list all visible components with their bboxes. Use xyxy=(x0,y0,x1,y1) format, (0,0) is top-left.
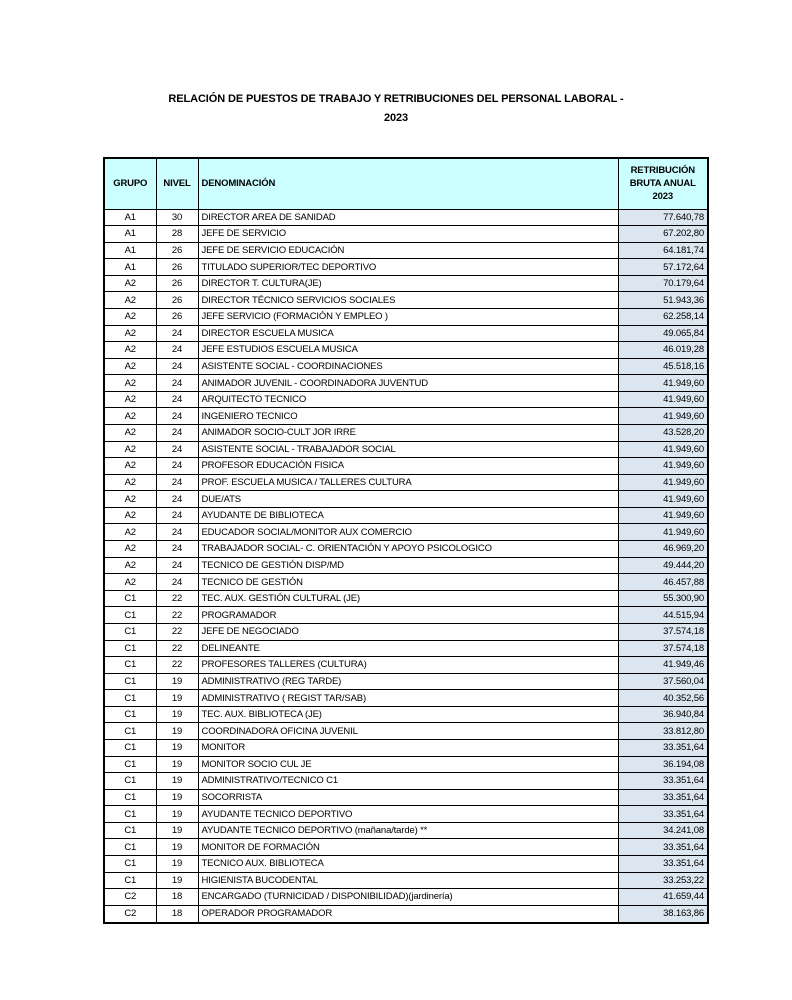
denominacion-cell: PROF. ESCUELA MUSICA / TALLERES CULTURA xyxy=(198,474,618,491)
nivel-cell: 22 xyxy=(156,657,198,674)
denominacion-cell: INGENIERO TECNICO xyxy=(198,408,618,425)
nivel-cell: 19 xyxy=(156,673,198,690)
nivel-cell: 19 xyxy=(156,706,198,723)
grupo-cell: C1 xyxy=(104,822,156,839)
denominacion-cell: ARQUITECTO TECNICO xyxy=(198,391,618,408)
retribucion-cell: 64.181,74 xyxy=(618,242,708,259)
table-row xyxy=(104,441,708,458)
grupo-cell: A2 xyxy=(104,425,156,442)
nivel-cell: 24 xyxy=(156,425,198,442)
nivel-cell: 24 xyxy=(156,524,198,541)
retribucion-cell: 41.949,60 xyxy=(618,408,708,425)
grupo-cell: C1 xyxy=(104,756,156,773)
grupo-cell: C1 xyxy=(104,706,156,723)
table-row xyxy=(104,690,708,707)
table-row xyxy=(104,872,708,889)
table-row xyxy=(104,905,708,923)
table-row xyxy=(104,756,708,773)
grupo-cell: A2 xyxy=(104,325,156,342)
nivel-cell: 24 xyxy=(156,342,198,359)
grupo-cell: C1 xyxy=(104,607,156,624)
table-row xyxy=(104,607,708,624)
grupo-cell: A2 xyxy=(104,524,156,541)
retribucion-cell: 67.202,80 xyxy=(618,226,708,243)
denominacion-cell: ANIMADOR JUVENIL - COORDINADORA JUVENTUD xyxy=(198,375,618,392)
retribucion-cell: 55.300,90 xyxy=(618,590,708,607)
table-row xyxy=(104,507,708,524)
nivel-cell: 19 xyxy=(156,806,198,823)
denominacion-cell: TECNICO DE GESTIÓN xyxy=(198,574,618,591)
grupo-cell: C1 xyxy=(104,789,156,806)
nivel-cell: 22 xyxy=(156,590,198,607)
retribucion-cell: 40.352,56 xyxy=(618,690,708,707)
table-row xyxy=(104,657,708,674)
nivel-cell: 24 xyxy=(156,408,198,425)
header-retribucion-line2: BRUTA ANUAL xyxy=(629,178,696,190)
denominacion-cell: TECNICO AUX. BIBLIOTECA xyxy=(198,856,618,873)
nivel-cell: 18 xyxy=(156,905,198,923)
denominacion-cell: MONITOR DE FORMACIÓN xyxy=(198,839,618,856)
nivel-cell: 22 xyxy=(156,640,198,657)
denominacion-cell: JEFE DE SERVICIO xyxy=(198,226,618,243)
retribucion-cell: 41.949,60 xyxy=(618,441,708,458)
nivel-cell: 26 xyxy=(156,292,198,309)
nivel-cell: 19 xyxy=(156,789,198,806)
table-row xyxy=(104,557,708,574)
salary-table xyxy=(103,157,709,924)
grupo-cell: A1 xyxy=(104,242,156,259)
grupo-cell: C2 xyxy=(104,905,156,923)
retribucion-cell: 33.351,64 xyxy=(618,773,708,790)
denominacion-cell: ADMINISTRATIVO (REG TARDE) xyxy=(198,673,618,690)
retribucion-cell: 46.457,88 xyxy=(618,574,708,591)
retribucion-cell: 46.969,20 xyxy=(618,541,708,558)
table-row xyxy=(104,723,708,740)
page-title-line1: RELACIÓN DE PUESTOS DE TRABAJO Y RETRIBUCIONES DEL PERSONAL LABORAL - xyxy=(168,93,624,105)
grupo-cell: C1 xyxy=(104,657,156,674)
nivel-cell: 19 xyxy=(156,856,198,873)
table-row xyxy=(104,209,708,226)
denominacion-cell: PROGRAMADOR xyxy=(198,607,618,624)
retribucion-cell: 33.351,64 xyxy=(618,806,708,823)
retribucion-cell: 37.574,18 xyxy=(618,623,708,640)
retribucion-cell: 41.949,60 xyxy=(618,507,708,524)
nivel-cell: 26 xyxy=(156,308,198,325)
grupo-cell: A2 xyxy=(104,491,156,508)
table-row xyxy=(104,292,708,309)
table-row xyxy=(104,458,708,475)
nivel-cell: 22 xyxy=(156,607,198,624)
retribucion-cell: 46.019,28 xyxy=(618,342,708,359)
retribucion-cell: 33.351,64 xyxy=(618,789,708,806)
retribucion-cell: 41.659,44 xyxy=(618,889,708,906)
retribucion-cell: 33.351,64 xyxy=(618,740,708,757)
grupo-cell: C1 xyxy=(104,723,156,740)
retribucion-cell: 51.943,36 xyxy=(618,292,708,309)
denominacion-cell: MONITOR xyxy=(198,740,618,757)
nivel-cell: 24 xyxy=(156,474,198,491)
retribucion-cell: 41.949,60 xyxy=(618,458,708,475)
retribucion-cell: 41.949,60 xyxy=(618,375,708,392)
denominacion-cell: JEFE DE NEGOCIADO xyxy=(198,623,618,640)
nivel-cell: 19 xyxy=(156,690,198,707)
table-row xyxy=(104,740,708,757)
table-row xyxy=(104,242,708,259)
denominacion-cell: ASISTENTE SOCIAL - COORDINACIONES xyxy=(198,358,618,375)
table-row xyxy=(104,275,708,292)
table-row xyxy=(104,408,708,425)
retribucion-cell: 45.518,16 xyxy=(618,358,708,375)
grupo-cell: A2 xyxy=(104,391,156,408)
denominacion-cell: ADMINISTRATIVO ( REGIST TAR/SAB) xyxy=(198,690,618,707)
grupo-cell: A2 xyxy=(104,474,156,491)
nivel-cell: 24 xyxy=(156,325,198,342)
table-row xyxy=(104,806,708,823)
nivel-cell: 24 xyxy=(156,557,198,574)
table-row xyxy=(104,673,708,690)
denominacion-cell: ADMINISTRATIVO/TECNICO C1 xyxy=(198,773,618,790)
nivel-cell: 19 xyxy=(156,872,198,889)
denominacion-cell: JEFE SERVICIO (FORMACIÓN Y EMPLEO ) xyxy=(198,308,618,325)
table-row xyxy=(104,789,708,806)
retribucion-cell: 33.253,22 xyxy=(618,872,708,889)
denominacion-cell: AYUDANTE TECNICO DEPORTIVO xyxy=(198,806,618,823)
table-row xyxy=(104,541,708,558)
grupo-cell: A2 xyxy=(104,507,156,524)
grupo-cell: C1 xyxy=(104,740,156,757)
retribucion-cell: 41.949,60 xyxy=(618,524,708,541)
header-denominacion: DENOMINACIÓN xyxy=(198,158,618,209)
nivel-cell: 24 xyxy=(156,507,198,524)
table-row xyxy=(104,839,708,856)
retribucion-cell: 43.528,20 xyxy=(618,425,708,442)
retribucion-cell: 36.194,08 xyxy=(618,756,708,773)
grupo-cell: C1 xyxy=(104,690,156,707)
grupo-cell: A2 xyxy=(104,441,156,458)
denominacion-cell: TEC. AUX. BIBLIOTECA (JE) xyxy=(198,706,618,723)
denominacion-cell: ENCARGADO (TURNICIDAD / DISPONIBILIDAD)(jardinería) xyxy=(198,889,618,906)
retribucion-cell: 70.179,64 xyxy=(618,275,708,292)
nivel-cell: 19 xyxy=(156,723,198,740)
retribucion-cell: 33.812,80 xyxy=(618,723,708,740)
denominacion-cell: JEFE DE SERVICIO EDUCACIÓN xyxy=(198,242,618,259)
table-row xyxy=(104,425,708,442)
grupo-cell: A2 xyxy=(104,342,156,359)
denominacion-cell: AYUDANTE TECNICO DEPORTIVO (mañana/tarde) ** xyxy=(198,822,618,839)
nivel-cell: 19 xyxy=(156,740,198,757)
denominacion-cell: JEFE ESTUDIOS ESCUELA MUSICA xyxy=(198,342,618,359)
denominacion-cell: PROFESOR EDUCACIÓN FISICA xyxy=(198,458,618,475)
grupo-cell: A2 xyxy=(104,408,156,425)
retribucion-cell: 37.574,18 xyxy=(618,640,708,657)
denominacion-cell: TEC. AUX. GESTIÓN CULTURAL (JE) xyxy=(198,590,618,607)
table-row xyxy=(104,308,708,325)
grupo-cell: A2 xyxy=(104,574,156,591)
page-title-line2: 2023 xyxy=(383,112,409,124)
table-row xyxy=(104,474,708,491)
table-row xyxy=(104,640,708,657)
nivel-cell: 22 xyxy=(156,623,198,640)
table-row xyxy=(104,822,708,839)
retribucion-cell: 41.949,60 xyxy=(618,391,708,408)
nivel-cell: 24 xyxy=(156,441,198,458)
retribucion-cell: 49.444,20 xyxy=(618,557,708,574)
nivel-cell: 19 xyxy=(156,756,198,773)
denominacion-cell: MONITOR SOCIO CUL JE xyxy=(198,756,618,773)
grupo-cell: C1 xyxy=(104,673,156,690)
grupo-cell: A2 xyxy=(104,275,156,292)
denominacion-cell: OPERADOR PROGRAMADOR xyxy=(198,905,618,923)
table-row xyxy=(104,574,708,591)
grupo-cell: C2 xyxy=(104,889,156,906)
retribucion-cell: 37.560,04 xyxy=(618,673,708,690)
nivel-cell: 19 xyxy=(156,822,198,839)
denominacion-cell: TECNICO DE GESTIÓN DISP/MD xyxy=(198,557,618,574)
nivel-cell: 28 xyxy=(156,226,198,243)
header-retribucion-line3: 2023 xyxy=(652,191,674,203)
table-row xyxy=(104,325,708,342)
grupo-cell: C1 xyxy=(104,623,156,640)
table-row xyxy=(104,226,708,243)
nivel-cell: 24 xyxy=(156,358,198,375)
grupo-cell: C1 xyxy=(104,839,156,856)
denominacion-cell: COORDINADORA OFICINA JUVENIL xyxy=(198,723,618,740)
table-row xyxy=(104,889,708,906)
grupo-cell: A1 xyxy=(104,226,156,243)
denominacion-cell: AYUDANTE DE BIBLIOTECA xyxy=(198,507,618,524)
grupo-cell: C1 xyxy=(104,856,156,873)
denominacion-cell: PROFESORES TALLERES (CULTURA) xyxy=(198,657,618,674)
nivel-cell: 19 xyxy=(156,839,198,856)
denominacion-cell: DIRECTOR T. CULTURA(JE) xyxy=(198,275,618,292)
retribucion-cell: 49.065,84 xyxy=(618,325,708,342)
header-retribucion-line1: RETRIBUCIÓN xyxy=(630,165,695,177)
denominacion-cell: DUE/ATS xyxy=(198,491,618,508)
page-title xyxy=(0,90,792,128)
denominacion-cell: TITULADO SUPERIOR/TEC DEPORTIVO xyxy=(198,259,618,276)
table-row xyxy=(104,524,708,541)
denominacion-cell: DIRECTOR TÉCNICO SERVICIOS SOCIALES xyxy=(198,292,618,309)
grupo-cell: C1 xyxy=(104,872,156,889)
nivel-cell: 26 xyxy=(156,242,198,259)
header-retribucion xyxy=(618,158,708,209)
header-grupo: GRUPO xyxy=(104,158,156,209)
grupo-cell: A2 xyxy=(104,358,156,375)
grupo-cell: A1 xyxy=(104,209,156,226)
nivel-cell: 24 xyxy=(156,458,198,475)
retribucion-cell: 38.163,86 xyxy=(618,905,708,923)
retribucion-cell: 34.241,08 xyxy=(618,822,708,839)
nivel-cell: 26 xyxy=(156,259,198,276)
retribucion-cell: 44.515,94 xyxy=(618,607,708,624)
grupo-cell: A2 xyxy=(104,541,156,558)
grupo-cell: C1 xyxy=(104,773,156,790)
nivel-cell: 24 xyxy=(156,491,198,508)
nivel-cell: 26 xyxy=(156,275,198,292)
nivel-cell: 18 xyxy=(156,889,198,906)
denominacion-cell: SOCORRISTA xyxy=(198,789,618,806)
table-body xyxy=(104,209,708,923)
table-row xyxy=(104,342,708,359)
denominacion-cell: DIRECTOR ESCUELA MUSICA xyxy=(198,325,618,342)
table-row xyxy=(104,375,708,392)
retribucion-cell: 41.949,60 xyxy=(618,474,708,491)
table-row xyxy=(104,590,708,607)
table-row xyxy=(104,706,708,723)
header-nivel: NIVEL xyxy=(156,158,198,209)
retribucion-cell: 77.640,78 xyxy=(618,209,708,226)
nivel-cell: 19 xyxy=(156,773,198,790)
denominacion-cell: HIGIENISTA BUCODENTAL xyxy=(198,872,618,889)
table-row xyxy=(104,856,708,873)
grupo-cell: A2 xyxy=(104,308,156,325)
grupo-cell: A1 xyxy=(104,259,156,276)
grupo-cell: A2 xyxy=(104,557,156,574)
denominacion-cell: TRABAJADOR SOCIAL- C. ORIENTACIÓN Y APOYO PSICOLOGICO xyxy=(198,541,618,558)
denominacion-cell: DIRECTOR AREA DE SANIDAD xyxy=(198,209,618,226)
denominacion-cell: EDUCADOR SOCIAL/MONITOR AUX COMERCIO xyxy=(198,524,618,541)
retribucion-cell: 41.949,46 xyxy=(618,657,708,674)
table-row xyxy=(104,391,708,408)
denominacion-cell: ANIMADOR SOCIO-CULT JOR IRRE xyxy=(198,425,618,442)
nivel-cell: 24 xyxy=(156,391,198,408)
retribucion-cell: 57.172,64 xyxy=(618,259,708,276)
table-header xyxy=(104,158,708,209)
grupo-cell: A2 xyxy=(104,458,156,475)
grupo-cell: A2 xyxy=(104,292,156,309)
table-row xyxy=(104,773,708,790)
nivel-cell: 30 xyxy=(156,209,198,226)
grupo-cell: C1 xyxy=(104,590,156,607)
table-row xyxy=(104,491,708,508)
grupo-cell: C1 xyxy=(104,640,156,657)
table-row xyxy=(104,623,708,640)
retribucion-cell: 33.351,64 xyxy=(618,856,708,873)
table-row xyxy=(104,259,708,276)
retribucion-cell: 33.351,64 xyxy=(618,839,708,856)
grupo-cell: C1 xyxy=(104,806,156,823)
retribucion-cell: 62.258,14 xyxy=(618,308,708,325)
retribucion-cell: 41.949,60 xyxy=(618,491,708,508)
table-header-row xyxy=(104,158,708,209)
retribucion-cell: 36.940,84 xyxy=(618,706,708,723)
nivel-cell: 24 xyxy=(156,574,198,591)
denominacion-cell: DELINEANTE xyxy=(198,640,618,657)
table-row xyxy=(104,358,708,375)
grupo-cell: A2 xyxy=(104,375,156,392)
nivel-cell: 24 xyxy=(156,375,198,392)
denominacion-cell: ASISTENTE SOCIAL - TRABAJADOR SOCIAL xyxy=(198,441,618,458)
nivel-cell: 24 xyxy=(156,541,198,558)
